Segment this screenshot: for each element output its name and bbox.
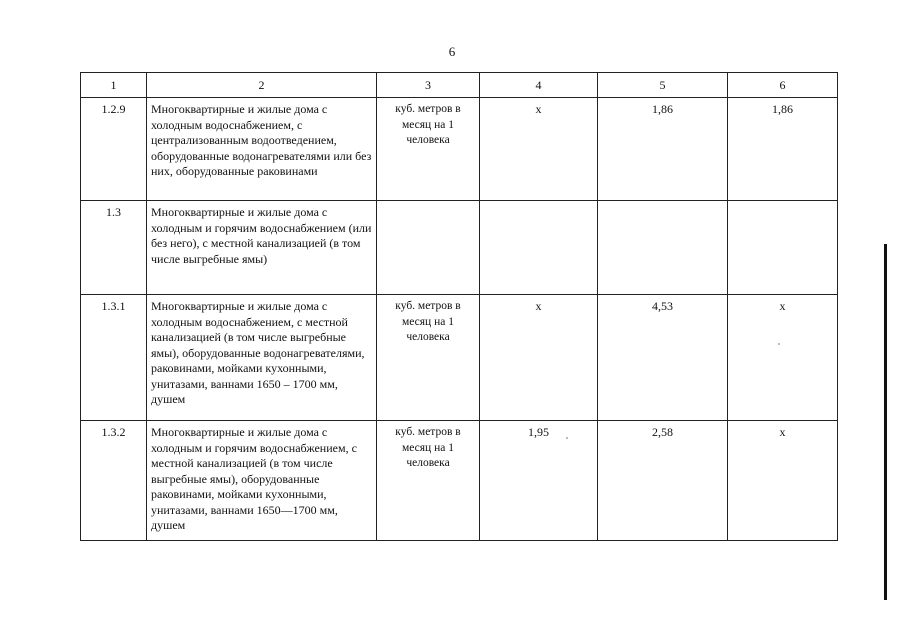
column-header: 5 xyxy=(598,73,728,98)
row-value-col5: 4,53 xyxy=(598,295,728,421)
row-description: Многоквартирные и жилые дома с холодным и горячим водоснабжением, с местной канализацией (в том числе выгребные ямы), оборудованные раковинами, мойками кухонными, унитазами, ваннами 1650—1700 мм, душем xyxy=(147,421,377,541)
norms-table xyxy=(80,72,838,541)
row-value-col5: 2,58 xyxy=(598,421,728,541)
row-value-col4: х xyxy=(480,295,598,421)
table-header-row xyxy=(81,73,838,98)
row-value-col6: 1,86 xyxy=(728,98,838,201)
row-value-col6: х xyxy=(728,295,838,421)
table-row xyxy=(81,421,838,541)
row-description: Многоквартирные и жилые дома с холодным водоснабжением, с централизованным водоотведением, оборудованные водонагревателями или без них, оборудованные раковинами xyxy=(147,98,377,201)
row-value-col5 xyxy=(598,201,728,295)
row-description: Многоквартирные и жилые дома с холодным и горячим водоснабжением (или без него), с местной канализацией (в том числе выгребные ямы) xyxy=(147,201,377,295)
column-header: 2 xyxy=(147,73,377,98)
row-value-col6: х xyxy=(728,421,838,541)
table-row xyxy=(81,201,838,295)
page-number: 6 xyxy=(448,44,456,59)
row-unit: куб. метров в месяц на 1 человека xyxy=(377,295,480,421)
row-description: Многоквартирные и жилые дома с холодным водоснабжением, с местной канализацией (в том числе выгребные ямы), оборудованные водонагревателями, раковинами, мойками кухонными, унитазами, ваннами 1650 – 1700 мм, душем xyxy=(147,295,377,421)
row-unit: куб. метров в месяц на 1 человека xyxy=(377,98,480,201)
scan-speck xyxy=(778,343,780,345)
row-unit: куб. метров в месяц на 1 человека xyxy=(377,421,480,541)
scan-edge-line xyxy=(884,244,887,600)
row-value-col5: 1,86 xyxy=(598,98,728,201)
column-header: 4 xyxy=(480,73,598,98)
row-value-col4: 1,95 xyxy=(480,421,598,541)
scan-speck xyxy=(566,437,568,439)
column-header: 1 xyxy=(81,73,147,98)
row-number: 1.2.9 xyxy=(81,98,147,201)
row-value-col4: х xyxy=(480,98,598,201)
table-row xyxy=(81,98,838,201)
row-unit xyxy=(377,201,480,295)
row-number: 1.3 xyxy=(81,201,147,295)
row-number: 1.3.1 xyxy=(81,295,147,421)
table-row xyxy=(81,295,838,421)
column-header: 3 xyxy=(377,73,480,98)
row-value-col4 xyxy=(480,201,598,295)
column-header: 6 xyxy=(728,73,838,98)
row-number: 1.3.2 xyxy=(81,421,147,541)
row-value-col6 xyxy=(728,201,838,295)
